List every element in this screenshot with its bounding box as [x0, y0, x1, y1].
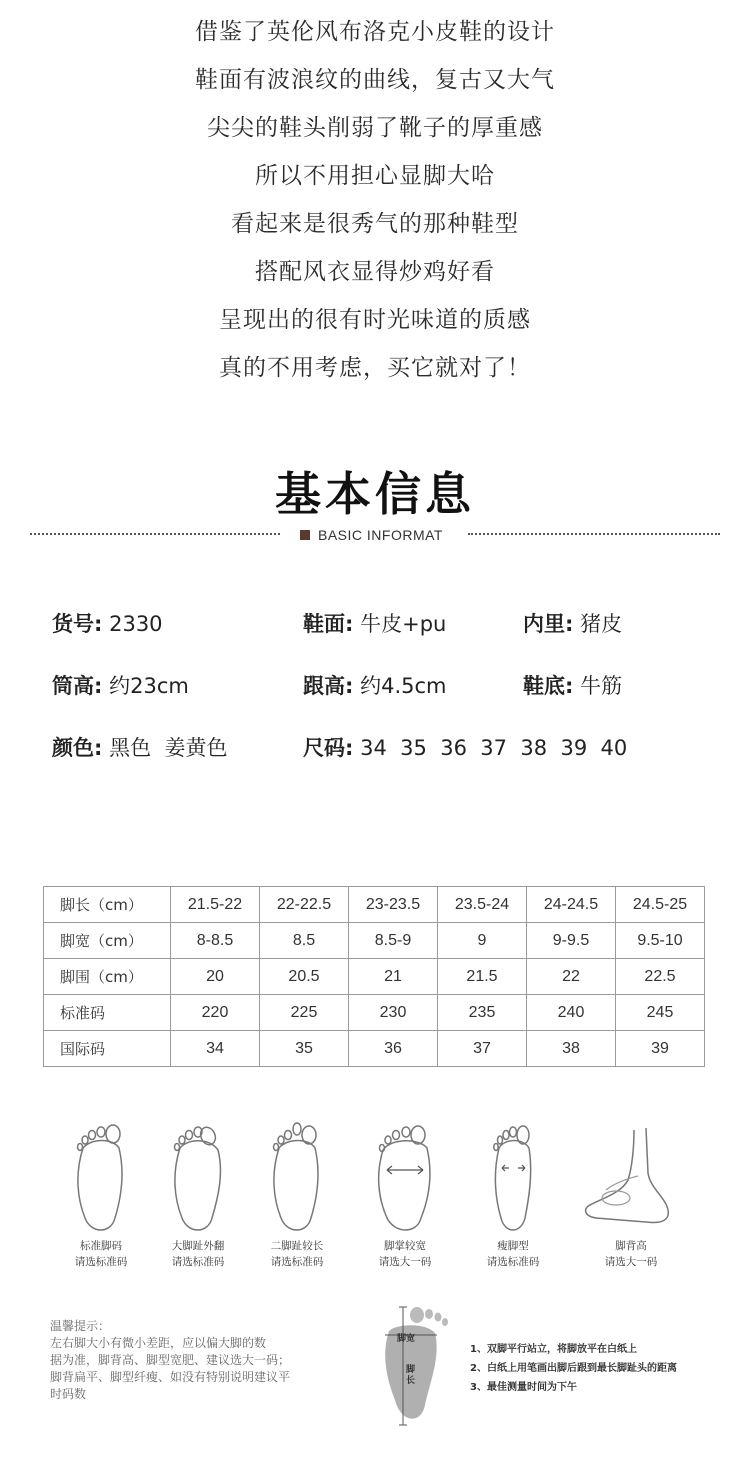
table-cell: 9-9.5 [527, 923, 616, 959]
info-heel-height [303, 670, 447, 700]
section-subtitle-text: BASIC INFORMAT [318, 527, 443, 543]
foot-outline-icon [257, 1118, 337, 1238]
table-cell: 22.5 [616, 959, 705, 995]
table-cell: 8-8.5 [171, 923, 260, 959]
table-cell: 24.5-25 [616, 887, 705, 923]
info-value: 34 35 36 37 38 39 40 [360, 736, 628, 760]
table-cell: 9 [438, 923, 527, 959]
info-sole [523, 670, 622, 700]
tips-block [50, 1318, 350, 1403]
table-cell: 23.5-24 [438, 887, 527, 923]
table-cell: 220 [171, 995, 260, 1031]
info-label: 筒高: [52, 674, 103, 698]
info-item-no [52, 608, 163, 638]
tips-line: 据为准，脚背高、脚型宽肥、建议选大一码； [50, 1353, 291, 1367]
intro-line: 搭配风衣显得炒鸡好看 [255, 259, 495, 285]
info-label: 颜色: [52, 736, 103, 760]
foot-type-long-second-toe [242, 1118, 352, 1270]
table-cell: 21 [349, 959, 438, 995]
table-row [44, 887, 705, 923]
table-cell: 230 [349, 995, 438, 1031]
info-value: 牛筋 [580, 674, 623, 698]
row-header: 脚围（cm） [44, 959, 171, 995]
table-cell: 8.5-9 [349, 923, 438, 959]
info-value: 2330 [109, 612, 163, 636]
info-value: 黑色 姜黄色 [109, 736, 228, 760]
info-label: 跟高: [303, 674, 354, 698]
tips-line: 脚背扁平、脚型纤瘦、如没有特别说明建议平 [50, 1370, 291, 1384]
intro-line: 看起来是很秀气的那种鞋型 [231, 211, 519, 237]
table-cell: 20.5 [260, 959, 349, 995]
foot-side-icon [576, 1118, 686, 1238]
measure-steps [470, 1340, 677, 1397]
info-color [52, 732, 227, 762]
size-table [43, 886, 705, 1067]
table-cell: 245 [616, 995, 705, 1031]
table-cell: 36 [349, 1031, 438, 1067]
table-cell: 37 [438, 1031, 527, 1067]
row-header: 脚宽（cm） [44, 923, 171, 959]
foot-caption: 请选大一码 [604, 1256, 658, 1268]
table-cell: 235 [438, 995, 527, 1031]
table-row [44, 923, 705, 959]
dotted-divider-right [468, 533, 720, 535]
foot-type-wide [350, 1118, 460, 1270]
table-cell: 34 [171, 1031, 260, 1067]
intro-line: 呈现出的很有时光味道的质感 [219, 307, 531, 333]
table-cell: 225 [260, 995, 349, 1031]
info-label: 鞋面: [303, 612, 354, 636]
table-cell: 240 [527, 995, 616, 1031]
table-cell: 20 [171, 959, 260, 995]
square-bullet-icon [300, 530, 310, 540]
foot-caption: 脚背高 [615, 1240, 647, 1252]
table-cell: 8.5 [260, 923, 349, 959]
table-cell: 23-23.5 [349, 887, 438, 923]
foot-caption: 脚掌较宽 [384, 1240, 426, 1252]
info-label: 内里: [523, 612, 574, 636]
intro-line: 借鉴了英伦风布洛克小皮鞋的设计 [195, 19, 555, 45]
section-subtitle [300, 525, 443, 545]
row-header: 标准码 [44, 995, 171, 1031]
foot-type-standard [46, 1118, 156, 1270]
table-cell: 21.5 [438, 959, 527, 995]
dotted-divider-left [30, 533, 280, 535]
intro-line: 鞋面有波浪纹的曲线，复古又大气 [195, 67, 555, 93]
info-label: 尺码: [303, 736, 354, 760]
foot-outline-icon [61, 1118, 141, 1238]
info-value: 猪皮 [580, 612, 623, 636]
table-row [44, 995, 705, 1031]
table-cell: 35 [260, 1031, 349, 1067]
info-sizes [303, 732, 627, 762]
table-cell: 24-24.5 [527, 887, 616, 923]
measure-length-label: 脚长 [406, 1365, 416, 1386]
info-lining [523, 608, 622, 638]
info-value: 牛皮+pu [360, 612, 447, 636]
tips-line: 时码数 [50, 1387, 87, 1401]
step-item: 1、双脚平行站立，将脚放平在白纸上 [470, 1344, 637, 1355]
foot-caption: 标准脚码 [80, 1240, 122, 1252]
foot-type-bunion [143, 1118, 253, 1270]
foot-caption: 请选标准码 [74, 1256, 128, 1268]
foot-outline-icon [158, 1118, 238, 1238]
table-cell: 22 [527, 959, 616, 995]
info-upper [303, 608, 446, 638]
foot-outline-icon [473, 1118, 553, 1238]
step-item: 3、最佳测量时间为下午 [470, 1382, 577, 1393]
table-cell: 38 [527, 1031, 616, 1067]
measure-width-label: 脚宽 [397, 1334, 416, 1344]
table-row [44, 1031, 705, 1067]
row-header: 国际码 [44, 1031, 171, 1067]
info-shaft-height [52, 670, 189, 700]
foot-caption: 瘦脚型 [497, 1240, 529, 1252]
tips-title: 温馨提示： [50, 1319, 111, 1333]
foot-caption: 请选大一码 [378, 1256, 432, 1268]
info-label: 货号: [52, 612, 103, 636]
intro-line: 真的不用考虑，买它就对了！ [219, 355, 531, 381]
foot-caption: 请选标准码 [486, 1256, 540, 1268]
table-cell: 21.5-22 [171, 887, 260, 923]
foot-caption: 大脚趾外翻 [171, 1240, 225, 1252]
intro-text [0, 12, 750, 396]
step-item: 2、白纸上用笔画出脚后跟到最长脚趾头的距离 [470, 1363, 677, 1374]
info-value: 约23cm [109, 674, 189, 698]
intro-line: 尖尖的鞋头削弱了靴子的厚重感 [207, 115, 543, 141]
info-label: 鞋底: [523, 674, 574, 698]
table-cell: 39 [616, 1031, 705, 1067]
table-cell: 9.5-10 [616, 923, 705, 959]
foot-caption: 二脚趾较长 [270, 1240, 324, 1252]
table-row [44, 959, 705, 995]
table-cell: 22-22.5 [260, 887, 349, 923]
tips-line: 左右脚大小有微小差距，应以偏大脚的数 [50, 1336, 267, 1350]
intro-line: 所以不用担心显脚大哈 [255, 163, 495, 189]
foot-caption: 请选标准码 [171, 1256, 225, 1268]
foot-outline-icon [365, 1118, 445, 1238]
measure-footprint [375, 1305, 455, 1434]
foot-type-slim [458, 1118, 568, 1270]
foot-type-high-instep [576, 1118, 686, 1270]
foot-caption: 请选标准码 [270, 1256, 324, 1268]
section-title: 基本信息 [275, 467, 475, 521]
row-header: 脚长（cm） [44, 887, 171, 923]
info-value: 约4.5cm [360, 674, 447, 698]
